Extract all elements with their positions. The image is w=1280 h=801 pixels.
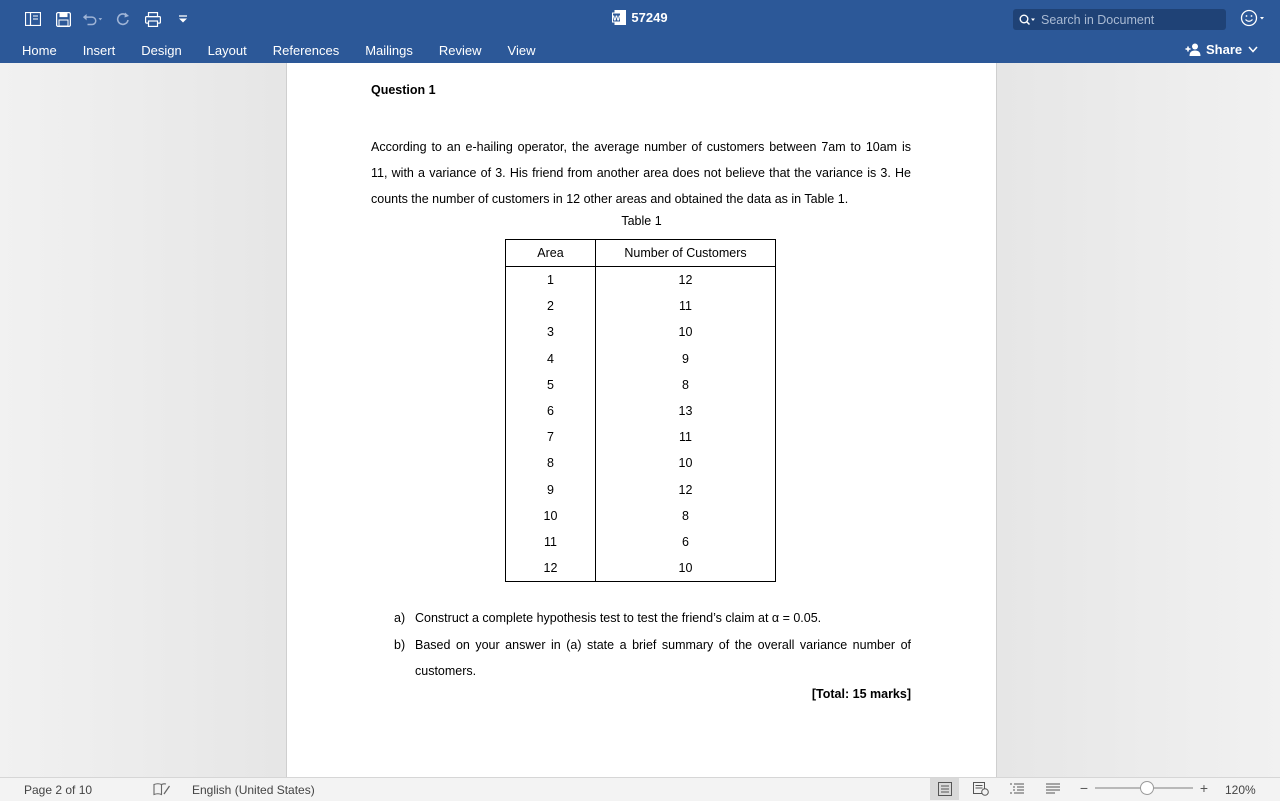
area-cell: 1 <box>506 267 596 294</box>
svg-text:W: W <box>613 14 621 23</box>
document-page[interactable] <box>286 63 997 777</box>
tab-review[interactable]: Review <box>438 43 482 58</box>
title-bar <box>0 0 1280 63</box>
share-button[interactable] <box>1185 42 1258 57</box>
web-layout-view-icon[interactable] <box>966 778 995 800</box>
customers-cell: 11 <box>596 293 776 319</box>
list-item-text: Based on your answer in (a) state a brief summary of the overall variance number of customers. <box>415 637 911 678</box>
redo-icon[interactable] <box>112 8 134 30</box>
search-box[interactable] <box>1013 9 1226 30</box>
customers-cell: 13 <box>596 398 776 424</box>
table-header-area: Area <box>506 240 596 267</box>
document-title: 57249 <box>631 10 668 25</box>
total-marks: [Total: 15 marks] <box>811 687 911 701</box>
list-item <box>394 632 911 685</box>
zoom-level[interactable]: 120% <box>1225 783 1256 797</box>
area-cell: 9 <box>506 477 596 503</box>
area-cell: 6 <box>506 398 596 424</box>
area-cell: 7 <box>506 424 596 450</box>
table-row <box>506 555 776 582</box>
tab-home[interactable]: Home <box>22 43 57 58</box>
customers-cell: 12 <box>596 477 776 503</box>
table-row <box>506 372 776 398</box>
area-cell: 3 <box>506 319 596 345</box>
customers-cell: 10 <box>596 555 776 582</box>
table-row <box>506 529 776 555</box>
proofing-icon[interactable] <box>153 782 171 799</box>
customers-cell: 10 <box>596 450 776 476</box>
customers-table <box>505 239 776 582</box>
list-marker: b) <box>394 637 406 652</box>
tab-layout[interactable]: Layout <box>207 43 247 58</box>
zoom-slider[interactable] <box>1095 780 1193 796</box>
feedback-icon[interactable] <box>1240 9 1266 27</box>
customers-cell: 9 <box>596 346 776 372</box>
table-row <box>506 503 776 529</box>
add-person-icon <box>1185 43 1202 56</box>
question-heading: Question 1 <box>371 83 436 97</box>
search-icon[interactable] <box>1019 14 1037 26</box>
customers-cell: 12 <box>596 267 776 294</box>
undo-icon[interactable] <box>82 8 104 30</box>
zoom-out-button[interactable]: − <box>1079 780 1089 796</box>
area-cell: 4 <box>506 346 596 372</box>
page-indicator[interactable]: Page 2 of 10 <box>24 783 93 797</box>
table-row <box>506 293 776 319</box>
customers-cell: 8 <box>596 372 776 398</box>
tab-mailings[interactable]: Mailings <box>365 43 413 58</box>
area-cell: 12 <box>506 555 596 582</box>
table-row <box>506 477 776 503</box>
area-cell: 10 <box>506 503 596 529</box>
share-label: Share <box>1206 42 1243 57</box>
question-parts-list <box>394 605 911 685</box>
table-row <box>506 424 776 450</box>
area-cell: 2 <box>506 293 596 319</box>
tab-references[interactable]: References <box>272 43 340 58</box>
status-bar <box>0 777 1280 801</box>
customers-cell: 8 <box>596 503 776 529</box>
chevron-down-icon <box>1248 46 1258 53</box>
list-item-text: Construct a complete hypothesis test to test the friend’s claim at α = 0.05. <box>415 611 822 625</box>
customers-cell: 11 <box>596 424 776 450</box>
table-row <box>506 398 776 424</box>
tab-insert[interactable]: Insert <box>82 43 116 58</box>
customers-cell: 6 <box>596 529 776 555</box>
word-document-icon <box>612 10 626 28</box>
area-cell: 8 <box>506 450 596 476</box>
print-icon[interactable] <box>142 8 164 30</box>
zoom-control <box>1077 780 1211 796</box>
draft-view-icon[interactable] <box>1038 778 1067 800</box>
customers-cell: 10 <box>596 319 776 345</box>
table-caption: Table 1 <box>621 214 662 228</box>
table-row <box>506 267 776 294</box>
view-switcher <box>930 778 1074 800</box>
table-header-customers: Number of Customers <box>596 240 776 267</box>
document-canvas[interactable] <box>0 63 1280 777</box>
table-header-row <box>506 240 776 267</box>
tab-view[interactable]: View <box>507 43 536 58</box>
customize-toolbar-icon[interactable] <box>172 8 194 30</box>
save-icon[interactable] <box>52 8 74 30</box>
sidebar-icon[interactable] <box>22 8 44 30</box>
list-marker: a) <box>394 611 406 625</box>
list-item <box>394 605 911 632</box>
table-row <box>506 319 776 345</box>
search-input[interactable] <box>1041 13 1219 27</box>
zoom-slider-handle[interactable] <box>1140 781 1154 795</box>
area-cell: 5 <box>506 372 596 398</box>
outline-view-icon[interactable] <box>1002 778 1031 800</box>
zoom-in-button[interactable]: + <box>1199 780 1209 796</box>
area-cell: 11 <box>506 529 596 555</box>
question-paragraph: According to an e-hailing operator, the average number of customers between 7am to 10am is 11, with a variance of 3. His friend from another area does not believe that the variance is 3. He counts the number of customers in 12 other areas and obtained the data as in Table 1. <box>371 140 911 206</box>
language-indicator[interactable]: English (United States) <box>192 783 315 797</box>
table-row <box>506 346 776 372</box>
table-row <box>506 450 776 476</box>
ribbon-tabs <box>22 43 561 58</box>
print-layout-view-icon[interactable] <box>930 778 959 800</box>
quick-access-toolbar <box>22 8 202 30</box>
tab-design[interactable]: Design <box>141 43 182 58</box>
